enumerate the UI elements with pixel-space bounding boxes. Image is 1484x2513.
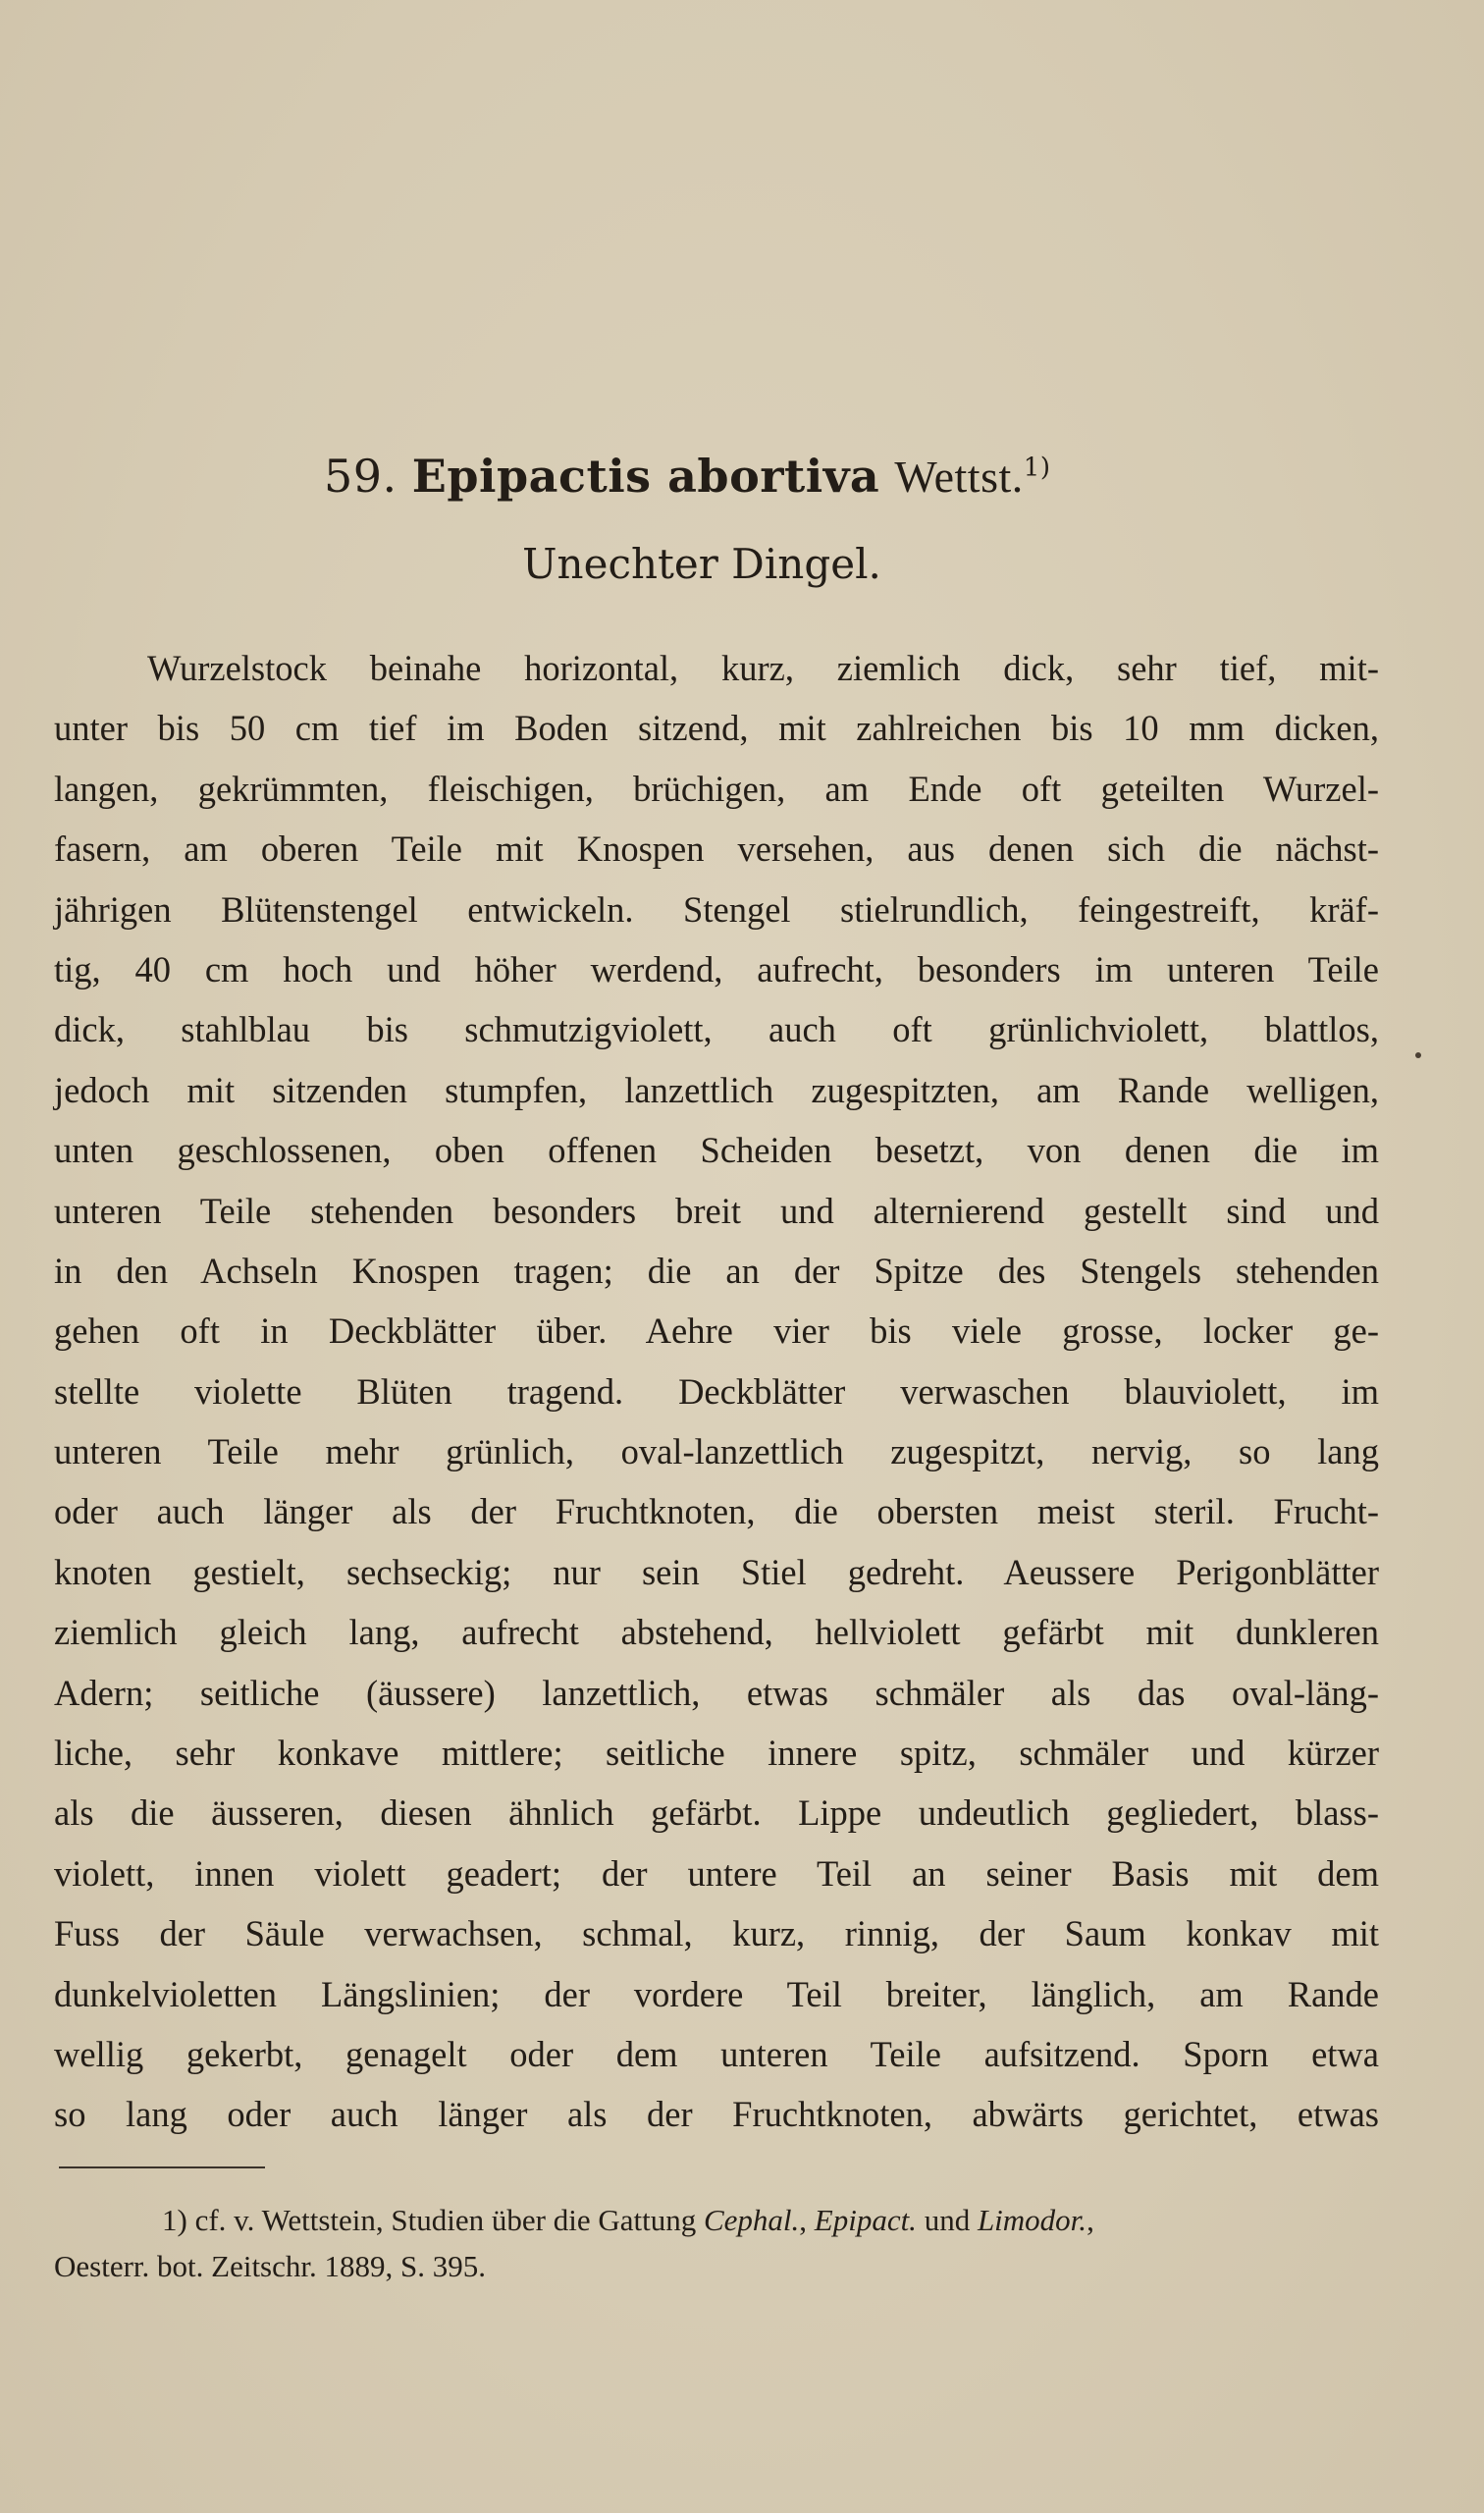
common-name: Unechter Dingel.: [522, 540, 881, 588]
text-line: knoten gestielt, sechseckig; nur sein Stiel gedreht. Aeussere Perigonblätter: [54, 1551, 1379, 1592]
footnote-marker: 1): [162, 2203, 187, 2237]
text-line: liche, sehr konkave mittlere; seitliche innere spitz, schmäler und kürzer: [54, 1733, 1379, 1774]
footnote-rule: [59, 2166, 265, 2168]
text-line: unten geschlossenen, oben offenen Scheiden besetzt, von denen die im: [54, 1130, 1379, 1171]
footnote: [54, 2197, 1379, 2289]
species-author: Wettst.: [894, 452, 1024, 502]
text-line: stellte violette Blüten tragend. Deckblätter verwaschen blauviolett, im: [54, 1370, 1379, 1412]
description-paragraph: [54, 638, 1379, 2145]
footnote-reference: 1): [1023, 453, 1051, 483]
text-line: so lang oder auch länger als der Fruchtknoten, abwärts gerichtet, etwas: [54, 2094, 1379, 2135]
footnote-genus-limodor: Limodor.: [977, 2203, 1087, 2237]
text-line: violett, innen violett geadert; der untere Teil an seiner Basis mit dem: [54, 1852, 1379, 1894]
text-line: dunkelvioletten Längslinien; der vordere Teil breiter, länglich, am Rande: [54, 1973, 1379, 2014]
text-line: in den Achseln Knospen tragen; die an der Spitze des Stengels stehenden: [54, 1250, 1379, 1291]
section-heading: [324, 450, 1050, 503]
text-line: ziemlich gleich lang, aufrecht abstehend, hellviolett gefärbt mit dunkleren: [54, 1612, 1379, 1653]
footnote-text: cf. v. Wettstein, Studien über die Gattung: [194, 2203, 697, 2237]
text-line: fasern, am oberen Teile mit Knospen versehen, aus denen sich die nächst-: [54, 829, 1379, 870]
text-line: unter bis 50 cm tief im Boden sitzend, mit zahlreichen bis 10 mm dicken,: [54, 708, 1379, 749]
text-line: jährigen Blütenstengel entwickeln. Stengel stielrundlich, feingestreift, kräf-: [54, 888, 1379, 930]
text-line: gehen oft in Deckblätter über. Aehre vier bis viele grosse, locker ge-: [54, 1310, 1379, 1352]
text-line: dick, stahlblau bis schmutzigviolett, auch oft grünlichviolett, blattlos,: [54, 1009, 1379, 1050]
text-line: wellig gekerbt, genagelt oder dem unteren Teile aufsitzend. Sporn etwa: [54, 2033, 1379, 2074]
footnote-genus-epipact: Epipact.: [814, 2203, 917, 2237]
text-line: unteren Teile stehenden besonders breit und alternierend gestellt sind und: [54, 1190, 1379, 1231]
footnote-line-1: 1) cf. v. Wettstein, Studien über die Gattung Cephal., Epipact. und Limodor.,: [162, 2203, 1094, 2237]
text-line: oder auch länger als der Fruchtknoten, die obersten meist steril. Frucht-: [54, 1491, 1379, 1532]
text-line: tig, 40 cm hoch und höher werdend, aufrecht, besonders im unteren Teile: [54, 948, 1379, 989]
footnote-conjunction: und: [924, 2203, 971, 2237]
paper-speck: [1415, 1052, 1421, 1058]
text-line: Wurzelstock beinahe horizontal, kurz, ziemlich dick, sehr tief, mit-: [147, 648, 1379, 688]
text-line: als die äusseren, diesen ähnlich gefärbt. Lippe undeutlich gegliedert, blass-: [54, 1792, 1379, 1834]
text-line: langen, gekrümmten, fleischigen, brüchigen, am Ende oft geteilten Wurzel-: [54, 768, 1379, 809]
footnote-genus-cephal: Cephal.: [703, 2203, 800, 2237]
footnote-line-2: Oesterr. bot. Zeitschr. 1889, S. 395.: [54, 2249, 486, 2283]
text-line: Fuss der Säule verwachsen, schmal, kurz, rinnig, der Saum konkav mit: [54, 1913, 1379, 1954]
text-line: Adern; seitliche (äussere) lanzettlich, etwas schmäler als das oval-läng-: [54, 1672, 1379, 1713]
text-line: unteren Teile mehr grünlich, oval-lanzettlich zugespitzt, nervig, so lang: [54, 1431, 1379, 1472]
text-line: jedoch mit sitzenden stumpfen, lanzettlich zugespitzten, am Rande welligen,: [54, 1069, 1379, 1110]
species-name: Epipactis abortiva: [411, 450, 880, 503]
section-number: 59.: [324, 450, 398, 503]
